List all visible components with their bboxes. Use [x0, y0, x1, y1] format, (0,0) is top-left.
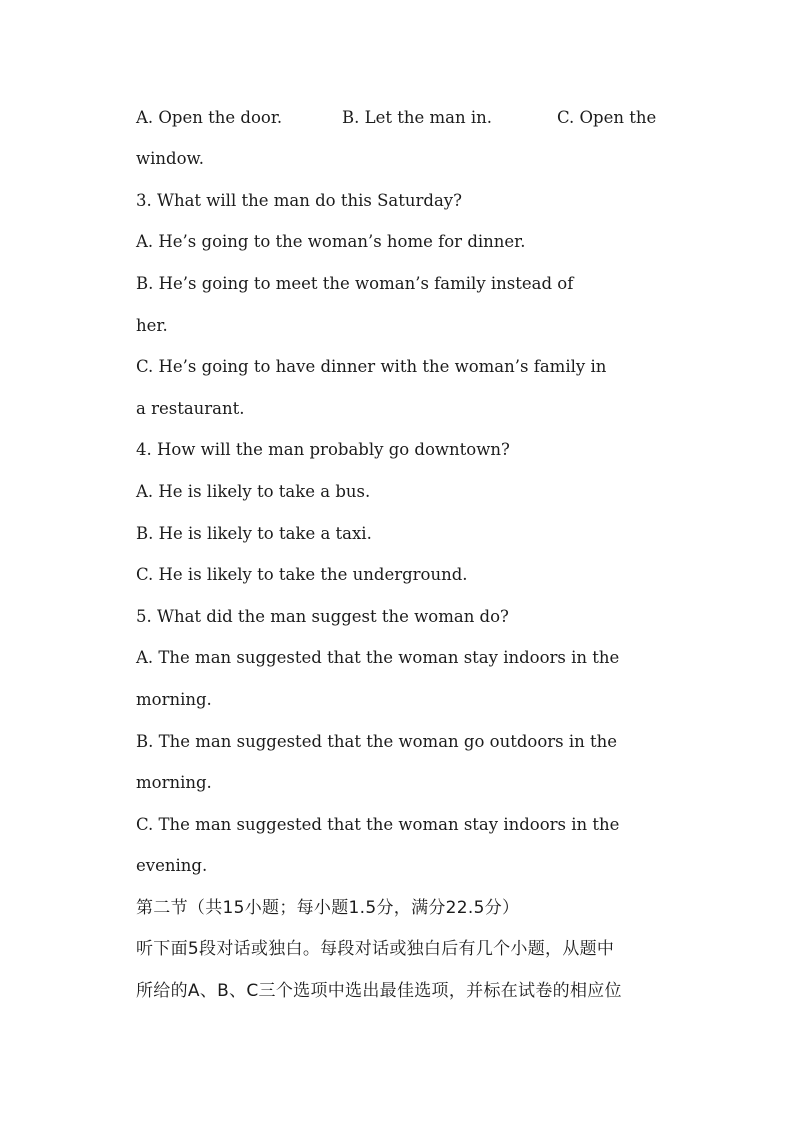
q4-option-a: A. He is likely to take a bus.: [136, 482, 371, 501]
q2-option-a: A. Open the door.: [136, 108, 283, 127]
q3-option-c: C. He’s going to have dinner with the woman’s family in: [136, 357, 607, 376]
q3-option-b: B. He’s going to meet the woman’s family instead of: [136, 274, 574, 293]
section2-instructions-line2: 所给的A、B、C三个选项中选出最佳选项，并标在试卷的相应位: [136, 981, 622, 1001]
q3-option-a: A. He’s going to the woman’s home for dinner.: [136, 232, 526, 251]
q2-option-c: C. Open the: [557, 108, 657, 127]
q5-option-c: C. The man suggested that the woman stay indoors in the: [136, 815, 620, 834]
q5-option-a-wrap: morning.: [136, 690, 212, 709]
q3-question: 3. What will the man do this Saturday?: [136, 191, 462, 210]
q4-option-b: B. He is likely to take a taxi.: [136, 524, 372, 543]
q4-option-c: C. He is likely to take the underground.: [136, 565, 468, 584]
q3-option-c-wrap: a restaurant.: [136, 399, 245, 418]
section2-heading: 第二节（共15小题；每小题1.5分，满分22.5分）: [136, 898, 520, 918]
q2-option-c-wrap: window.: [136, 149, 204, 168]
q2-option-b: B. Let the man in.: [342, 108, 492, 127]
section2-instructions-line1: 听下面5段对话或独白。每段对话或独白后有几个小题，从题中: [136, 939, 615, 959]
q5-option-a: A. The man suggested that the woman stay indoors in the: [136, 648, 620, 667]
q5-option-b-wrap: morning.: [136, 773, 212, 792]
q5-option-c-wrap: evening.: [136, 856, 208, 875]
q5-option-b: B. The man suggested that the woman go outdoors in the: [136, 732, 618, 751]
q3-option-b-wrap: her.: [136, 316, 168, 335]
q4-question: 4. How will the man probably go downtown?: [136, 440, 510, 459]
q5-question: 5. What did the man suggest the woman do?: [136, 607, 509, 626]
